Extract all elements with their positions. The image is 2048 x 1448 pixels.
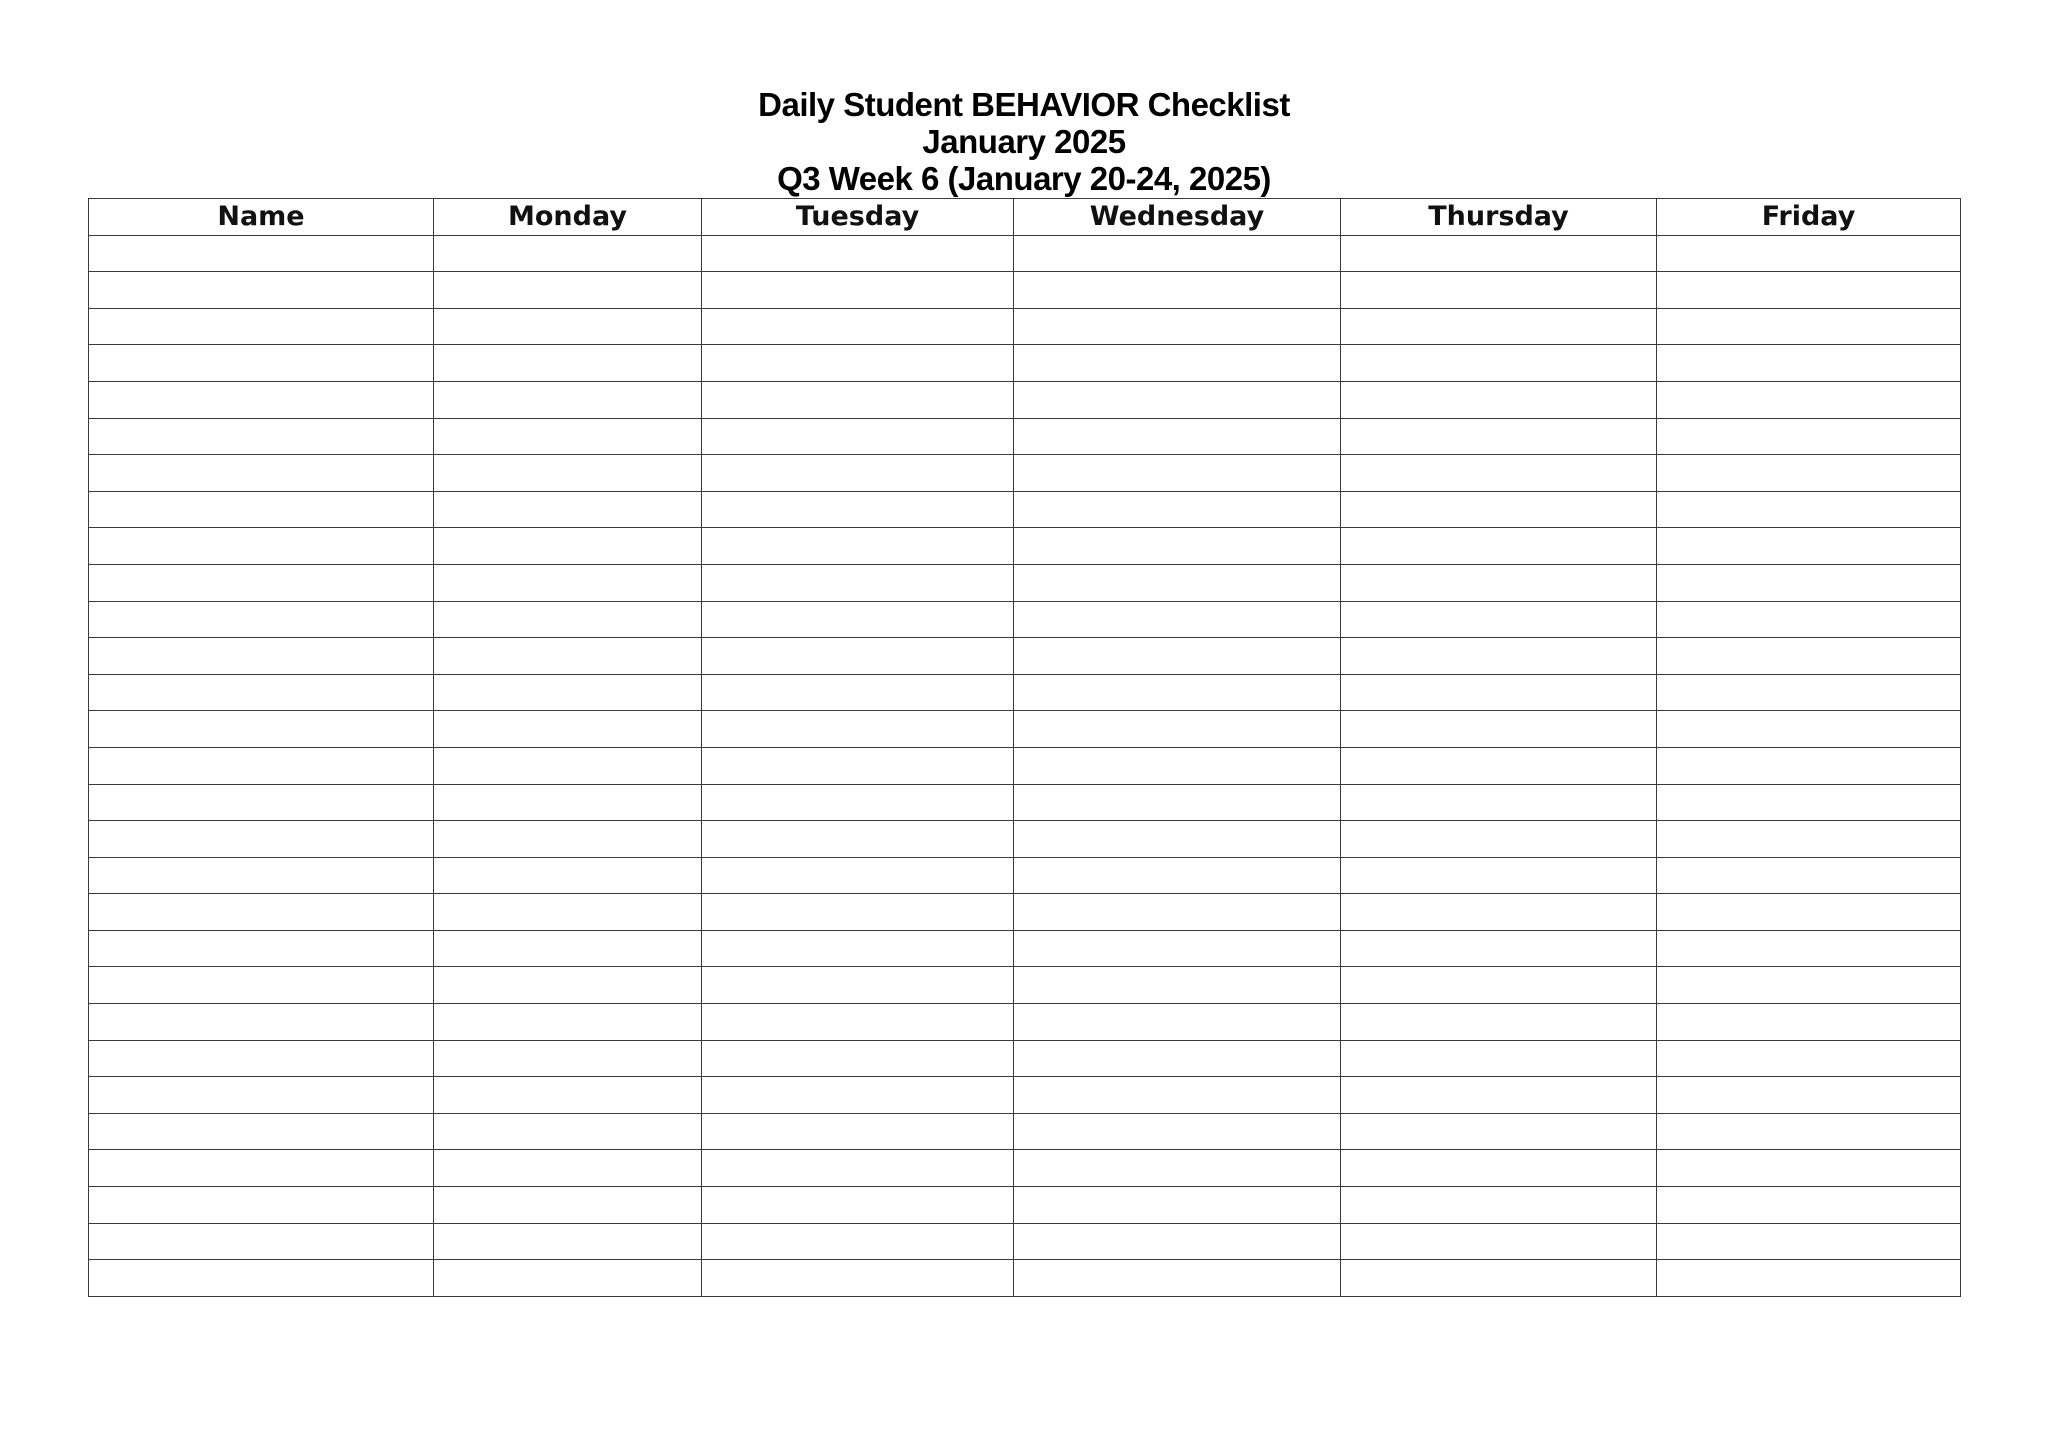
table-row: [89, 381, 1961, 418]
cell-name[interactable]: [89, 1150, 434, 1187]
cell-name[interactable]: [89, 638, 434, 675]
cell-tuesday[interactable]: [702, 564, 1014, 601]
cell-tuesday[interactable]: [702, 308, 1014, 345]
cell-tuesday[interactable]: [702, 418, 1014, 455]
cell-wednesday[interactable]: [1014, 821, 1341, 858]
cell-name[interactable]: [89, 784, 434, 821]
cell-friday[interactable]: [1657, 564, 1961, 601]
cell-tuesday[interactable]: [702, 272, 1014, 309]
cell-thursday[interactable]: [1341, 747, 1657, 784]
column-header-wednesday: Wednesday: [1014, 199, 1341, 236]
cell-thursday[interactable]: [1341, 674, 1657, 711]
cell-friday[interactable]: [1657, 308, 1961, 345]
cell-wednesday[interactable]: [1014, 857, 1341, 894]
cell-monday[interactable]: [434, 528, 702, 565]
cell-thursday[interactable]: [1341, 272, 1657, 309]
cell-name[interactable]: [89, 418, 434, 455]
table-row: [89, 1150, 1961, 1187]
cell-monday[interactable]: [434, 784, 702, 821]
cell-wednesday[interactable]: [1014, 1077, 1341, 1114]
table-row: [89, 491, 1961, 528]
cell-thursday[interactable]: [1341, 1040, 1657, 1077]
cell-friday[interactable]: [1657, 894, 1961, 931]
cell-name[interactable]: [89, 894, 434, 931]
cell-wednesday[interactable]: [1014, 272, 1341, 309]
cell-tuesday[interactable]: [702, 857, 1014, 894]
cell-thursday[interactable]: [1341, 930, 1657, 967]
cell-tuesday[interactable]: [702, 1260, 1014, 1297]
table-row: [89, 967, 1961, 1004]
cell-tuesday[interactable]: [702, 381, 1014, 418]
behavior-checklist-table: [88, 198, 1961, 1297]
cell-friday[interactable]: [1657, 1077, 1961, 1114]
cell-name[interactable]: [89, 1004, 434, 1041]
cell-monday[interactable]: [434, 967, 702, 1004]
cell-wednesday[interactable]: [1014, 418, 1341, 455]
cell-wednesday[interactable]: [1014, 894, 1341, 931]
table-header-row: [89, 199, 1961, 236]
table-row: [89, 1223, 1961, 1260]
cell-tuesday[interactable]: [702, 1040, 1014, 1077]
cell-monday[interactable]: [434, 272, 702, 309]
cell-monday[interactable]: [434, 1004, 702, 1041]
cell-monday[interactable]: [434, 418, 702, 455]
cell-friday[interactable]: [1657, 1223, 1961, 1260]
cell-thursday[interactable]: [1341, 1113, 1657, 1150]
cell-monday[interactable]: [434, 1077, 702, 1114]
cell-name[interactable]: [89, 345, 434, 382]
cell-thursday[interactable]: [1341, 564, 1657, 601]
cell-name[interactable]: [89, 674, 434, 711]
cell-thursday[interactable]: [1341, 308, 1657, 345]
column-header-thursday: Thursday: [1341, 199, 1657, 236]
cell-thursday[interactable]: [1341, 1004, 1657, 1041]
cell-wednesday[interactable]: [1014, 930, 1341, 967]
table-row: [89, 564, 1961, 601]
cell-thursday[interactable]: [1341, 967, 1657, 1004]
cell-monday[interactable]: [434, 711, 702, 748]
cell-friday[interactable]: [1657, 345, 1961, 382]
cell-wednesday[interactable]: [1014, 1187, 1341, 1224]
cell-wednesday[interactable]: [1014, 345, 1341, 382]
table-row: [89, 455, 1961, 492]
table-row: [89, 1040, 1961, 1077]
cell-tuesday[interactable]: [702, 747, 1014, 784]
document-title: [0, 86, 2048, 197]
table-row: [89, 857, 1961, 894]
cell-wednesday[interactable]: [1014, 1150, 1341, 1187]
cell-tuesday[interactable]: [702, 528, 1014, 565]
cell-thursday[interactable]: [1341, 601, 1657, 638]
cell-friday[interactable]: [1657, 784, 1961, 821]
cell-tuesday[interactable]: [702, 1113, 1014, 1150]
cell-friday[interactable]: [1657, 1040, 1961, 1077]
cell-monday[interactable]: [434, 235, 702, 272]
cell-wednesday[interactable]: [1014, 564, 1341, 601]
table-row: [89, 601, 1961, 638]
cell-wednesday[interactable]: [1014, 674, 1341, 711]
cell-thursday[interactable]: [1341, 455, 1657, 492]
cell-monday[interactable]: [434, 491, 702, 528]
cell-tuesday[interactable]: [702, 1223, 1014, 1260]
cell-monday[interactable]: [434, 381, 702, 418]
cell-tuesday[interactable]: [702, 821, 1014, 858]
cell-tuesday[interactable]: [702, 601, 1014, 638]
cell-name[interactable]: [89, 857, 434, 894]
cell-tuesday[interactable]: [702, 638, 1014, 675]
title-line-week: Q3 Week 6 (January 20-24, 2025): [777, 160, 1271, 197]
cell-name[interactable]: [89, 1260, 434, 1297]
table-row: [89, 821, 1961, 858]
table-row: [89, 784, 1961, 821]
table-row: [89, 1260, 1961, 1297]
column-header-monday: Monday: [434, 199, 702, 236]
cell-tuesday[interactable]: [702, 345, 1014, 382]
cell-tuesday[interactable]: [702, 674, 1014, 711]
cell-wednesday[interactable]: [1014, 528, 1341, 565]
cell-wednesday[interactable]: [1014, 1260, 1341, 1297]
title-line-checklist: Daily Student BEHAVIOR Checklist: [758, 86, 1290, 123]
table-row: [89, 1113, 1961, 1150]
cell-wednesday[interactable]: [1014, 235, 1341, 272]
cell-tuesday[interactable]: [702, 1150, 1014, 1187]
cell-thursday[interactable]: [1341, 1260, 1657, 1297]
cell-name[interactable]: [89, 1040, 434, 1077]
table-row: [89, 528, 1961, 565]
cell-friday[interactable]: [1657, 674, 1961, 711]
cell-thursday[interactable]: [1341, 638, 1657, 675]
cell-monday[interactable]: [434, 345, 702, 382]
table-row: [89, 711, 1961, 748]
cell-friday[interactable]: [1657, 235, 1961, 272]
cell-thursday[interactable]: [1341, 418, 1657, 455]
cell-monday[interactable]: [434, 564, 702, 601]
cell-wednesday[interactable]: [1014, 1113, 1341, 1150]
cell-tuesday[interactable]: [702, 1077, 1014, 1114]
cell-name[interactable]: [89, 711, 434, 748]
table-row: [89, 235, 1961, 272]
cell-monday[interactable]: [434, 857, 702, 894]
cell-thursday[interactable]: [1341, 857, 1657, 894]
cell-wednesday[interactable]: [1014, 711, 1341, 748]
cell-thursday[interactable]: [1341, 784, 1657, 821]
cell-friday[interactable]: [1657, 418, 1961, 455]
cell-tuesday[interactable]: [702, 1004, 1014, 1041]
cell-monday[interactable]: [434, 674, 702, 711]
cell-monday[interactable]: [434, 894, 702, 931]
cell-name[interactable]: [89, 930, 434, 967]
column-header-name: Name: [89, 199, 434, 236]
table-row: [89, 272, 1961, 309]
cell-name[interactable]: [89, 747, 434, 784]
table-row: [89, 674, 1961, 711]
cell-wednesday[interactable]: [1014, 455, 1341, 492]
title-line-month: January 2025: [922, 123, 1126, 160]
cell-name[interactable]: [89, 564, 434, 601]
cell-friday[interactable]: [1657, 1260, 1961, 1297]
cell-monday[interactable]: [434, 1223, 702, 1260]
cell-monday[interactable]: [434, 1040, 702, 1077]
cell-friday[interactable]: [1657, 528, 1961, 565]
cell-monday[interactable]: [434, 455, 702, 492]
cell-wednesday[interactable]: [1014, 967, 1341, 1004]
cell-friday[interactable]: [1657, 930, 1961, 967]
cell-friday[interactable]: [1657, 821, 1961, 858]
cell-thursday[interactable]: [1341, 1150, 1657, 1187]
cell-name[interactable]: [89, 528, 434, 565]
table-row: [89, 345, 1961, 382]
cell-friday[interactable]: [1657, 857, 1961, 894]
cell-tuesday[interactable]: [702, 491, 1014, 528]
cell-wednesday[interactable]: [1014, 1223, 1341, 1260]
cell-wednesday[interactable]: [1014, 638, 1341, 675]
cell-tuesday[interactable]: [702, 455, 1014, 492]
cell-monday[interactable]: [434, 747, 702, 784]
cell-thursday[interactable]: [1341, 491, 1657, 528]
cell-name[interactable]: [89, 235, 434, 272]
column-header-tuesday: Tuesday: [702, 199, 1014, 236]
cell-wednesday[interactable]: [1014, 601, 1341, 638]
table-row: [89, 638, 1961, 675]
cell-thursday[interactable]: [1341, 345, 1657, 382]
cell-wednesday[interactable]: [1014, 1004, 1341, 1041]
cell-name[interactable]: [89, 455, 434, 492]
cell-monday[interactable]: [434, 601, 702, 638]
cell-monday[interactable]: [434, 821, 702, 858]
cell-name[interactable]: [89, 1113, 434, 1150]
cell-wednesday[interactable]: [1014, 381, 1341, 418]
cell-thursday[interactable]: [1341, 528, 1657, 565]
cell-name[interactable]: [89, 967, 434, 1004]
cell-friday[interactable]: [1657, 1150, 1961, 1187]
cell-name[interactable]: [89, 381, 434, 418]
table-row: [89, 747, 1961, 784]
cell-wednesday[interactable]: [1014, 308, 1341, 345]
cell-name[interactable]: [89, 1223, 434, 1260]
cell-wednesday[interactable]: [1014, 747, 1341, 784]
table-row: [89, 930, 1961, 967]
cell-friday[interactable]: [1657, 455, 1961, 492]
table-row: [89, 1077, 1961, 1114]
cell-name[interactable]: [89, 272, 434, 309]
cell-monday[interactable]: [434, 930, 702, 967]
cell-name[interactable]: [89, 1077, 434, 1114]
cell-tuesday[interactable]: [702, 894, 1014, 931]
cell-wednesday[interactable]: [1014, 784, 1341, 821]
cell-friday[interactable]: [1657, 747, 1961, 784]
cell-thursday[interactable]: [1341, 1223, 1657, 1260]
cell-tuesday[interactable]: [702, 235, 1014, 272]
cell-monday[interactable]: [434, 308, 702, 345]
table-row: [89, 308, 1961, 345]
cell-thursday[interactable]: [1341, 821, 1657, 858]
cell-friday[interactable]: [1657, 601, 1961, 638]
cell-friday[interactable]: [1657, 381, 1961, 418]
cell-tuesday[interactable]: [702, 967, 1014, 1004]
cell-monday[interactable]: [434, 1260, 702, 1297]
cell-monday[interactable]: [434, 1113, 702, 1150]
cell-friday[interactable]: [1657, 1004, 1961, 1041]
cell-friday[interactable]: [1657, 711, 1961, 748]
cell-friday[interactable]: [1657, 638, 1961, 675]
cell-friday[interactable]: [1657, 272, 1961, 309]
table-body: [89, 235, 1961, 1296]
cell-thursday[interactable]: [1341, 894, 1657, 931]
cell-thursday[interactable]: [1341, 1077, 1657, 1114]
table-row: [89, 1004, 1961, 1041]
cell-wednesday[interactable]: [1014, 1040, 1341, 1077]
cell-name[interactable]: [89, 308, 434, 345]
cell-friday[interactable]: [1657, 491, 1961, 528]
cell-thursday[interactable]: [1341, 381, 1657, 418]
cell-name[interactable]: [89, 491, 434, 528]
cell-friday[interactable]: [1657, 967, 1961, 1004]
cell-thursday[interactable]: [1341, 235, 1657, 272]
cell-monday[interactable]: [434, 638, 702, 675]
cell-monday[interactable]: [434, 1187, 702, 1224]
cell-tuesday[interactable]: [702, 1187, 1014, 1224]
table-row: [89, 894, 1961, 931]
cell-name[interactable]: [89, 601, 434, 638]
cell-tuesday[interactable]: [702, 711, 1014, 748]
cell-name[interactable]: [89, 821, 434, 858]
cell-wednesday[interactable]: [1014, 491, 1341, 528]
table-row: [89, 418, 1961, 455]
cell-thursday[interactable]: [1341, 711, 1657, 748]
cell-name[interactable]: [89, 1187, 434, 1224]
cell-friday[interactable]: [1657, 1187, 1961, 1224]
column-header-friday: Friday: [1657, 199, 1961, 236]
table-row: [89, 1187, 1961, 1224]
cell-tuesday[interactable]: [702, 930, 1014, 967]
cell-friday[interactable]: [1657, 1113, 1961, 1150]
cell-tuesday[interactable]: [702, 784, 1014, 821]
cell-monday[interactable]: [434, 1150, 702, 1187]
cell-thursday[interactable]: [1341, 1187, 1657, 1224]
